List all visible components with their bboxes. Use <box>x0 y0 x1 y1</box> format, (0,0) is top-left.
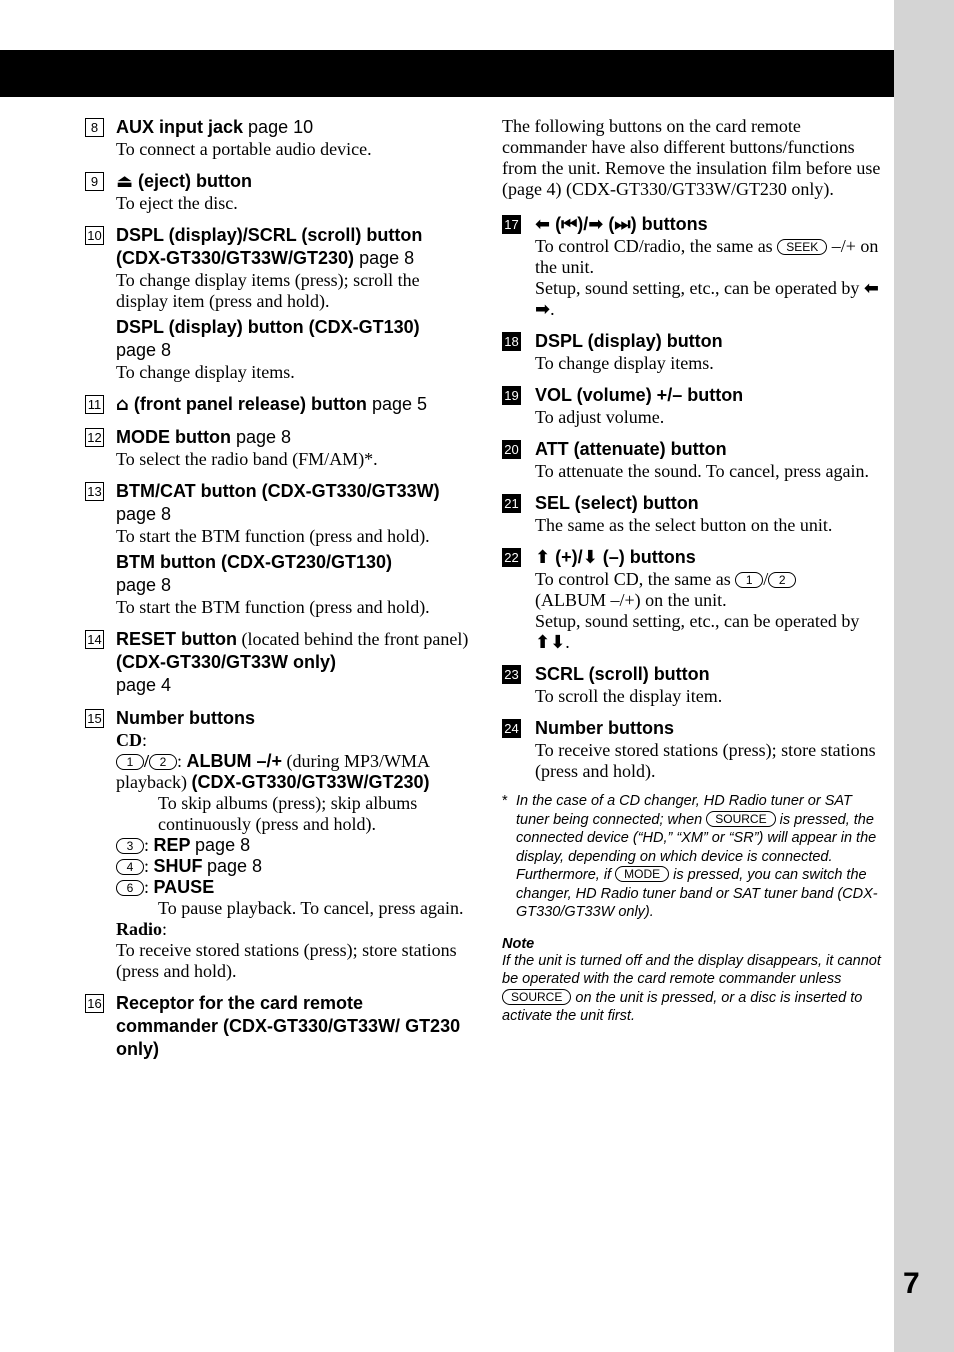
note-text: If the unit is turned off and the display disappears, it cannot be operated with the card remote commander unless <box>502 952 881 987</box>
prev-track-icon: ⏮ <box>561 214 578 235</box>
item-desc: (ALBUM –/+) on the unit. <box>535 590 727 610</box>
item-vol-button <box>502 384 884 428</box>
item-desc: To start the BTM function (press and hold). <box>116 597 430 617</box>
item-title: Number buttons <box>116 708 255 728</box>
footnote <box>502 792 884 922</box>
item-att-button <box>502 438 884 482</box>
down-arrow-icon: ⬇ <box>582 547 598 568</box>
key-1: 1 <box>735 572 763 588</box>
item-number: 23 <box>502 665 521 684</box>
item-title: Receptor for the card remote commander (CDX-GT330/GT33W/ GT230 only) <box>116 993 461 1059</box>
key-6: 6 <box>116 880 144 896</box>
item-eject-button <box>85 170 470 214</box>
left-column <box>85 116 470 1071</box>
item-number: 10 <box>85 226 104 245</box>
page-ref: page 4 <box>116 675 172 695</box>
page-ref: page 8 <box>195 835 251 855</box>
note-body <box>502 952 884 1026</box>
item-desc: To control CD, the same as <box>535 569 731 589</box>
item-number: 16 <box>85 994 104 1013</box>
item-dspl-scrl-button <box>85 224 470 383</box>
note-text: on the unit is pressed, or a disc is inserted to activate the unit first. <box>502 989 863 1024</box>
item-title: (front panel release) button <box>133 394 367 414</box>
item-desc: To adjust volume. <box>535 407 665 427</box>
item-desc: To control CD/radio, the same as <box>535 236 773 256</box>
item-title: buttons <box>641 214 708 234</box>
source-key: SOURCE <box>706 811 775 827</box>
item-subtitle: DSPL (display) button (CDX-GT130) <box>116 317 420 337</box>
header-bar <box>0 50 894 97</box>
rep-label: REP <box>153 835 191 855</box>
item-desc: –/+ on the unit. <box>535 236 879 277</box>
left-arrow-icon: ⬅ <box>535 214 551 235</box>
item-title: DSPL (display)/SCRL (scroll) button (CDX-GT330/GT33W/GT230) <box>116 225 423 268</box>
item-desc: To eject the disc. <box>116 193 238 213</box>
item-scrl-button <box>502 663 884 707</box>
seek-key: SEEK <box>777 239 827 255</box>
item-title: SCRL (scroll) button <box>535 664 710 684</box>
page-ref: page 8 <box>116 575 172 595</box>
page-edge-tab <box>894 0 954 1352</box>
item-remote-receptor <box>85 992 470 1061</box>
item-title: Number buttons <box>535 718 674 738</box>
source-key: SOURCE <box>502 989 571 1005</box>
down-arrow-icon: ⬇ <box>550 632 566 653</box>
page-ref: page 8 <box>207 856 263 876</box>
item-number: 24 <box>502 719 521 738</box>
cd-label: CD <box>116 730 142 750</box>
mode-key: MODE <box>615 866 669 882</box>
item-title: RESET button <box>116 629 237 649</box>
up-arrow-icon: ⬆ <box>535 547 551 568</box>
item-number: 14 <box>85 630 104 649</box>
eject-icon: ⏏ <box>116 171 134 192</box>
item-reset-button <box>85 628 470 697</box>
next-track-icon: ⏭ <box>614 214 631 235</box>
item-aux-input-jack <box>85 116 470 160</box>
right-arrow-icon: ➡ <box>588 214 604 235</box>
page-number: 7 <box>903 1267 920 1300</box>
album-label: ALBUM –/+ <box>186 751 283 771</box>
item-number: 18 <box>502 332 521 351</box>
item-desc: The same as the select button on the unit. <box>535 515 833 535</box>
note-heading: Note <box>502 935 535 952</box>
item-models: (CDX-GT330/GT33W only) <box>116 652 337 672</box>
page-ref: page 8 <box>116 340 172 360</box>
item-title: SEL (select) button <box>535 493 699 513</box>
item-number: 15 <box>85 709 104 728</box>
item-title: (–) buttons <box>602 547 696 567</box>
item-number: 17 <box>502 215 521 234</box>
item-desc: To change display items. <box>116 362 295 382</box>
radio-desc: To receive stored stations (press); store stations (press and hold). <box>116 940 457 981</box>
item-sel-button <box>502 492 884 536</box>
item-number: 11 <box>85 395 104 414</box>
key-2: 2 <box>768 572 796 588</box>
item-number: 20 <box>502 440 521 459</box>
left-arrow-icon: ⬅ <box>863 278 880 299</box>
item-title: DSPL (display) button <box>535 331 723 351</box>
item-number: 22 <box>502 548 521 567</box>
item-desc: Setup, sound setting, etc., can be operated by <box>535 611 860 631</box>
item-title: BTM/CAT button (CDX-GT330/GT33W) <box>116 481 440 501</box>
item-number: 9 <box>85 172 104 191</box>
item-number: 13 <box>85 482 104 501</box>
item-title: (eject) button <box>138 171 253 191</box>
item-desc: To change display items (press); scroll the display item (press and hold). <box>116 270 420 311</box>
key-4: 4 <box>116 859 144 875</box>
item-desc: (located behind the front panel) <box>241 629 469 649</box>
right-column <box>502 116 884 1026</box>
item-up-down-buttons: 22 ⬆ (+)/⬇ (–) buttons To control CD, the same as 1 / 2 (ALBUM –/+) on the unit. Setup, sound setting, etc., can be operated by ⬆⬇. <box>502 546 884 653</box>
item-desc: Setup, sound setting, etc., can be operated by <box>535 278 860 298</box>
intro-paragraph: The following buttons on the card remote commander have also different buttons/functions from the unit. Remove the insulation film before use (page 4) (CDX-GT330/GT33W/GT230 only). <box>502 116 881 199</box>
right-arrow-icon: ➡ <box>535 299 551 320</box>
item-number: 12 <box>85 428 104 447</box>
footnote-text: In the case of a CD changer, HD Radio tuner or SAT tuner being connected; when <box>516 793 852 828</box>
item-mode-button <box>85 426 470 470</box>
item-number: 19 <box>502 386 521 405</box>
item-dspl-button <box>502 330 884 374</box>
item-title: VOL (volume) +/– button <box>535 385 744 405</box>
item-desc: To start the BTM function (press and hold). <box>116 526 430 546</box>
pause-desc: To pause playback. To cancel, press again. <box>158 898 464 918</box>
item-desc: To connect a portable audio device. <box>116 139 372 159</box>
item-desc: To scroll the display item. <box>535 686 723 706</box>
key-2: 2 <box>149 754 177 770</box>
item-number: 21 <box>502 494 521 513</box>
item-title: AUX input jack <box>116 117 244 137</box>
item-btm-cat-button <box>85 480 470 618</box>
item-title: MODE button <box>116 427 231 447</box>
item-desc: To select the radio band (FM/AM)*. <box>116 449 378 469</box>
page-ref: page 8 <box>236 427 292 447</box>
key-3: 3 <box>116 838 144 854</box>
footnote-marker: * <box>502 793 508 809</box>
item-desc: To attenuate the sound. To cancel, press again. <box>535 461 870 481</box>
item-desc: To change display items. <box>535 353 714 373</box>
up-arrow-icon: ⬆ <box>535 632 551 653</box>
album-desc: (during MP3/WMA playback) <box>116 751 430 792</box>
plus-label: (+)/ <box>555 547 583 567</box>
panel-release-icon: ⌂ <box>116 394 129 415</box>
shuf-label: SHUF <box>153 856 203 876</box>
footnote-text: is pressed, you can switch the changer, HD Radio tuner band or SAT tuner band (CDX-GT330/GT33W only). <box>516 867 878 920</box>
page-ref: page 8 <box>359 248 415 268</box>
key-1: 1 <box>116 754 144 770</box>
page-ref: page 8 <box>116 504 172 524</box>
radio-label: Radio <box>116 919 163 939</box>
pause-label: PAUSE <box>153 877 215 897</box>
item-title: ATT (attenuate) button <box>535 439 727 459</box>
album-sub: To skip albums (press); skip albums continuously (press and hold). <box>158 793 418 834</box>
footnote-text: is pressed, the connected device (“HD,” “XM” or “SR”) will appear in the display, depending on which device is connected. Furthermore, if <box>516 811 877 883</box>
album-models: (CDX-GT330/GT33W/GT230) <box>191 772 430 792</box>
item-subtitle: BTM button (CDX-GT230/GT130) <box>116 552 393 572</box>
page-ref: page 5 <box>371 394 427 414</box>
page-ref: page 10 <box>248 117 314 137</box>
item-number: 8 <box>85 118 104 137</box>
item-number-buttons-remote <box>502 717 884 782</box>
item-desc: To receive stored stations (press); store stations (press and hold). <box>535 740 876 781</box>
item-front-panel-release <box>85 393 470 416</box>
item-prev-next-buttons: 17 ⬅ (⏮)/➡ (⏭) buttons To control CD/radio, the same as SEEK –/+ on the unit. Setup, sound setting, etc., can be operated by ⬅ ➡. <box>502 213 884 320</box>
item-number-buttons: 15 Number buttons CD: 1 / 2 : ALBUM –/+ (during MP3/WMA playback) (CDX-GT330/GT33W/GT230) To skip albums (press); skip albums continuously (press and hold). 3 : REP page 8 4 : SHUF page 8 6 : PAUSE To pause playback. To cancel, press again. Radio: To receive stored stations (press); store stations (press and hold). <box>85 707 470 982</box>
